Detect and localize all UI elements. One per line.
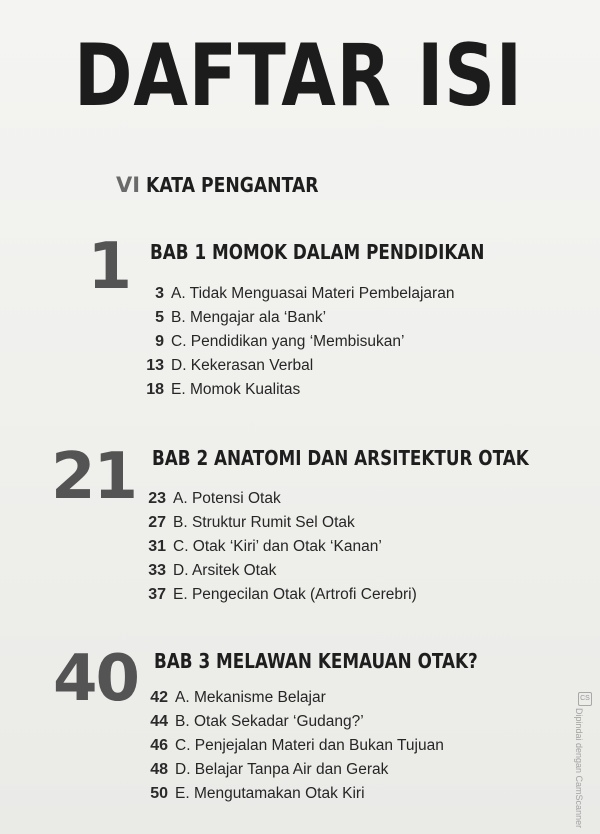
chapter-page-number: 40 <box>52 642 138 716</box>
toc-item <box>144 782 444 806</box>
toc-item-page: 9 <box>155 333 164 350</box>
toc-item <box>142 583 417 607</box>
toc-item-label: B. Struktur Rumit Sel Otak <box>173 514 355 531</box>
toc-item-label: E. Momok Kualitas <box>171 381 301 398</box>
toc-item-page: 48 <box>150 761 168 778</box>
toc-item-page: 3 <box>155 285 164 302</box>
toc-item <box>142 487 417 511</box>
toc-item <box>140 354 454 378</box>
toc-item-page: 44 <box>150 713 168 730</box>
toc-item-page: 46 <box>150 737 168 754</box>
toc-item-page: 42 <box>150 689 168 706</box>
camscanner-logo-icon: CS <box>578 692 592 706</box>
toc-item-label: A. Tidak Menguasai Materi Pembelajaran <box>171 285 455 302</box>
toc-item <box>140 282 454 306</box>
toc-item-page: 23 <box>148 490 166 507</box>
toc-item-page: 50 <box>150 785 168 802</box>
toc-item-label: A. Mekanisme Belajar <box>175 689 326 706</box>
toc-item-label: D. Arsitek Otak <box>173 562 277 579</box>
chapter-item-list <box>142 487 417 607</box>
toc-item-label: B. Otak Sekadar ‘Gudang?’ <box>175 713 364 730</box>
chapter-page-number: 21 <box>50 440 136 514</box>
toc-item <box>142 559 417 583</box>
toc-item-page: 33 <box>148 562 166 579</box>
chapter-title: BAB 2 ANATOMI DAN ARSITEKTUR OTAK <box>152 446 529 470</box>
preface-label: KATA PENGANTAR <box>146 173 319 197</box>
toc-item <box>140 306 454 330</box>
chapter-item-list <box>144 686 444 806</box>
toc-item-label: C. Penjejalan Materi dan Bukan Tujuan <box>175 737 444 754</box>
toc-item <box>142 511 417 535</box>
toc-item-page: 18 <box>146 381 164 398</box>
toc-item <box>144 758 444 782</box>
preface-page-number: VI <box>116 173 141 197</box>
chapter-title: BAB 3 MELAWAN KEMAUAN OTAK? <box>154 649 478 673</box>
toc-item-label: A. Potensi Otak <box>173 490 281 507</box>
toc-item-label: D. Belajar Tanpa Air dan Gerak <box>175 761 389 778</box>
toc-preface-entry <box>116 173 347 203</box>
toc-item-label: D. Kekerasan Verbal <box>171 357 314 374</box>
toc-item-page: 31 <box>148 538 166 555</box>
chapter-title: BAB 1 MOMOK DALAM PENDIDIKAN <box>150 240 485 264</box>
chapter-item-list <box>140 282 454 402</box>
scanner-watermark <box>574 692 594 829</box>
toc-item-label: C. Otak ‘Kiri’ dan Otak ‘Kanan’ <box>173 538 382 555</box>
toc-item-page: 5 <box>155 309 164 326</box>
toc-item <box>144 686 444 710</box>
toc-item-page: 37 <box>148 586 166 603</box>
toc-item <box>140 330 454 354</box>
toc-item <box>140 378 454 402</box>
toc-item-page: 13 <box>146 357 164 374</box>
toc-item <box>144 734 444 758</box>
toc-item-label: E. Mengutamakan Otak Kiri <box>175 785 365 802</box>
chapter-page-number: 1 <box>87 230 130 304</box>
toc-item <box>142 535 417 559</box>
toc-item-page: 27 <box>148 514 166 531</box>
watermark-text: Dipindai dengan CamScanner <box>574 708 584 829</box>
toc-item <box>144 710 444 734</box>
toc-item-label: B. Mengajar ala ‘Bank’ <box>171 309 327 326</box>
toc-item-label: C. Pendidikan yang ‘Membisukan’ <box>171 333 405 350</box>
toc-item-label: E. Pengecilan Otak (Artrofi Cerebri) <box>173 586 417 603</box>
page-title: DAFTAR ISI <box>74 26 523 126</box>
